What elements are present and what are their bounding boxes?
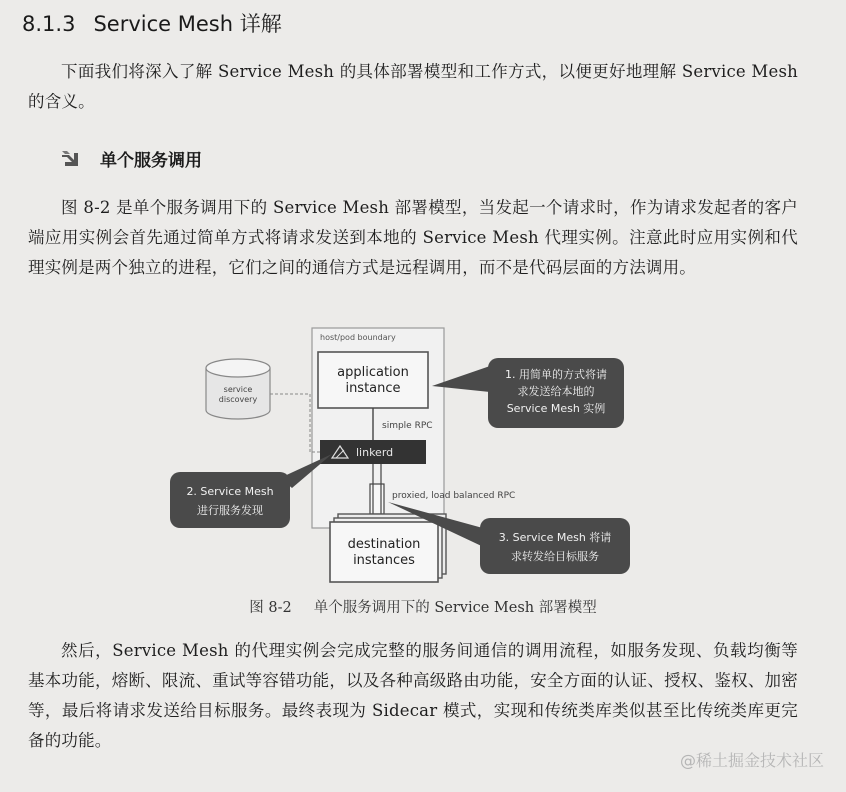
intro-paragraph: 下面我们将深入了解 Service Mesh 的具体部署模型和工作方式，以便更好地理解 Service Mesh 的含义。 (28, 62, 798, 111)
watermark-text: @稀土掘金技术社区 (679, 751, 824, 770)
destination-instances-box (330, 522, 438, 582)
watermark (680, 748, 824, 771)
app-instance-line2: instance (345, 381, 401, 396)
paragraph-2: 图 8-2 是单个服务调用下的 Service Mesh 部署模型，当发起一个请求时，作为请求发起者的客户端应用实例会首先通过简单方式将请求发送到本地的 Service Mesh 代理实例。注意此时应用实例和代理实例是两个独立的进程，它们之间的通信方式是远程调用，而不是代码层面的方法调用。 (28, 198, 798, 277)
application-instance-box (318, 352, 428, 408)
callout-2-line1: 2. Service Mesh (186, 485, 274, 498)
callout-1-line3: Service Mesh 实例 (506, 402, 606, 415)
boundary-label: host/pod boundary (320, 333, 396, 342)
section-number: 8.1.3 (22, 12, 76, 36)
proxied-rpc-label: proxied, load balanced RPC (392, 491, 516, 501)
discovery-line2: discovery (218, 395, 258, 404)
subsection-title: 单个服务调用 (100, 151, 202, 171)
caption-text: 单个服务调用下的 Service Mesh 部署模型 (313, 600, 597, 616)
proxy-label: linkerd (356, 446, 394, 459)
caption-number: 图 8-2 (249, 600, 292, 616)
discovery-line1: service (223, 385, 253, 394)
figure-caption (0, 596, 846, 617)
simple-rpc-label: simple RPC (382, 421, 433, 431)
callout-3 (480, 518, 630, 574)
figure-8-2-diagram (160, 322, 680, 592)
callout-3-line2: 求转发给目标服务 (511, 550, 599, 563)
destination-line2: instances (353, 553, 415, 568)
callout-1-line1: 1. 用简单的方式将请 (505, 368, 607, 381)
callout-2 (170, 472, 290, 528)
subsection-heading (60, 146, 202, 171)
section-title: Service Mesh 详解 (93, 12, 282, 36)
destination-line1: destination (347, 537, 421, 552)
callout-1-line2: 求发送给本地的 (517, 385, 595, 398)
paragraph-3: 然后，Service Mesh 的代理实例会完成完整的服务间通信的调用流程，如服务发现、负载均衡等基本功能，熔断、限流、重试等容错功能，以及各种高级路由功能，安全方面的认证、授权、鉴权、加密等，最后将请求发送给目标服务。最终表现为 Sidecar 模式，实现和传统类库类似甚至比传统类库更完备的功能。 (28, 641, 798, 750)
arrow-icon (60, 149, 80, 169)
callout-3-line1: 3. Service Mesh 将请 (498, 531, 612, 544)
app-instance-line1: application (337, 365, 409, 380)
callout-2-line2: 进行服务发现 (197, 504, 263, 517)
section-heading (22, 8, 282, 38)
